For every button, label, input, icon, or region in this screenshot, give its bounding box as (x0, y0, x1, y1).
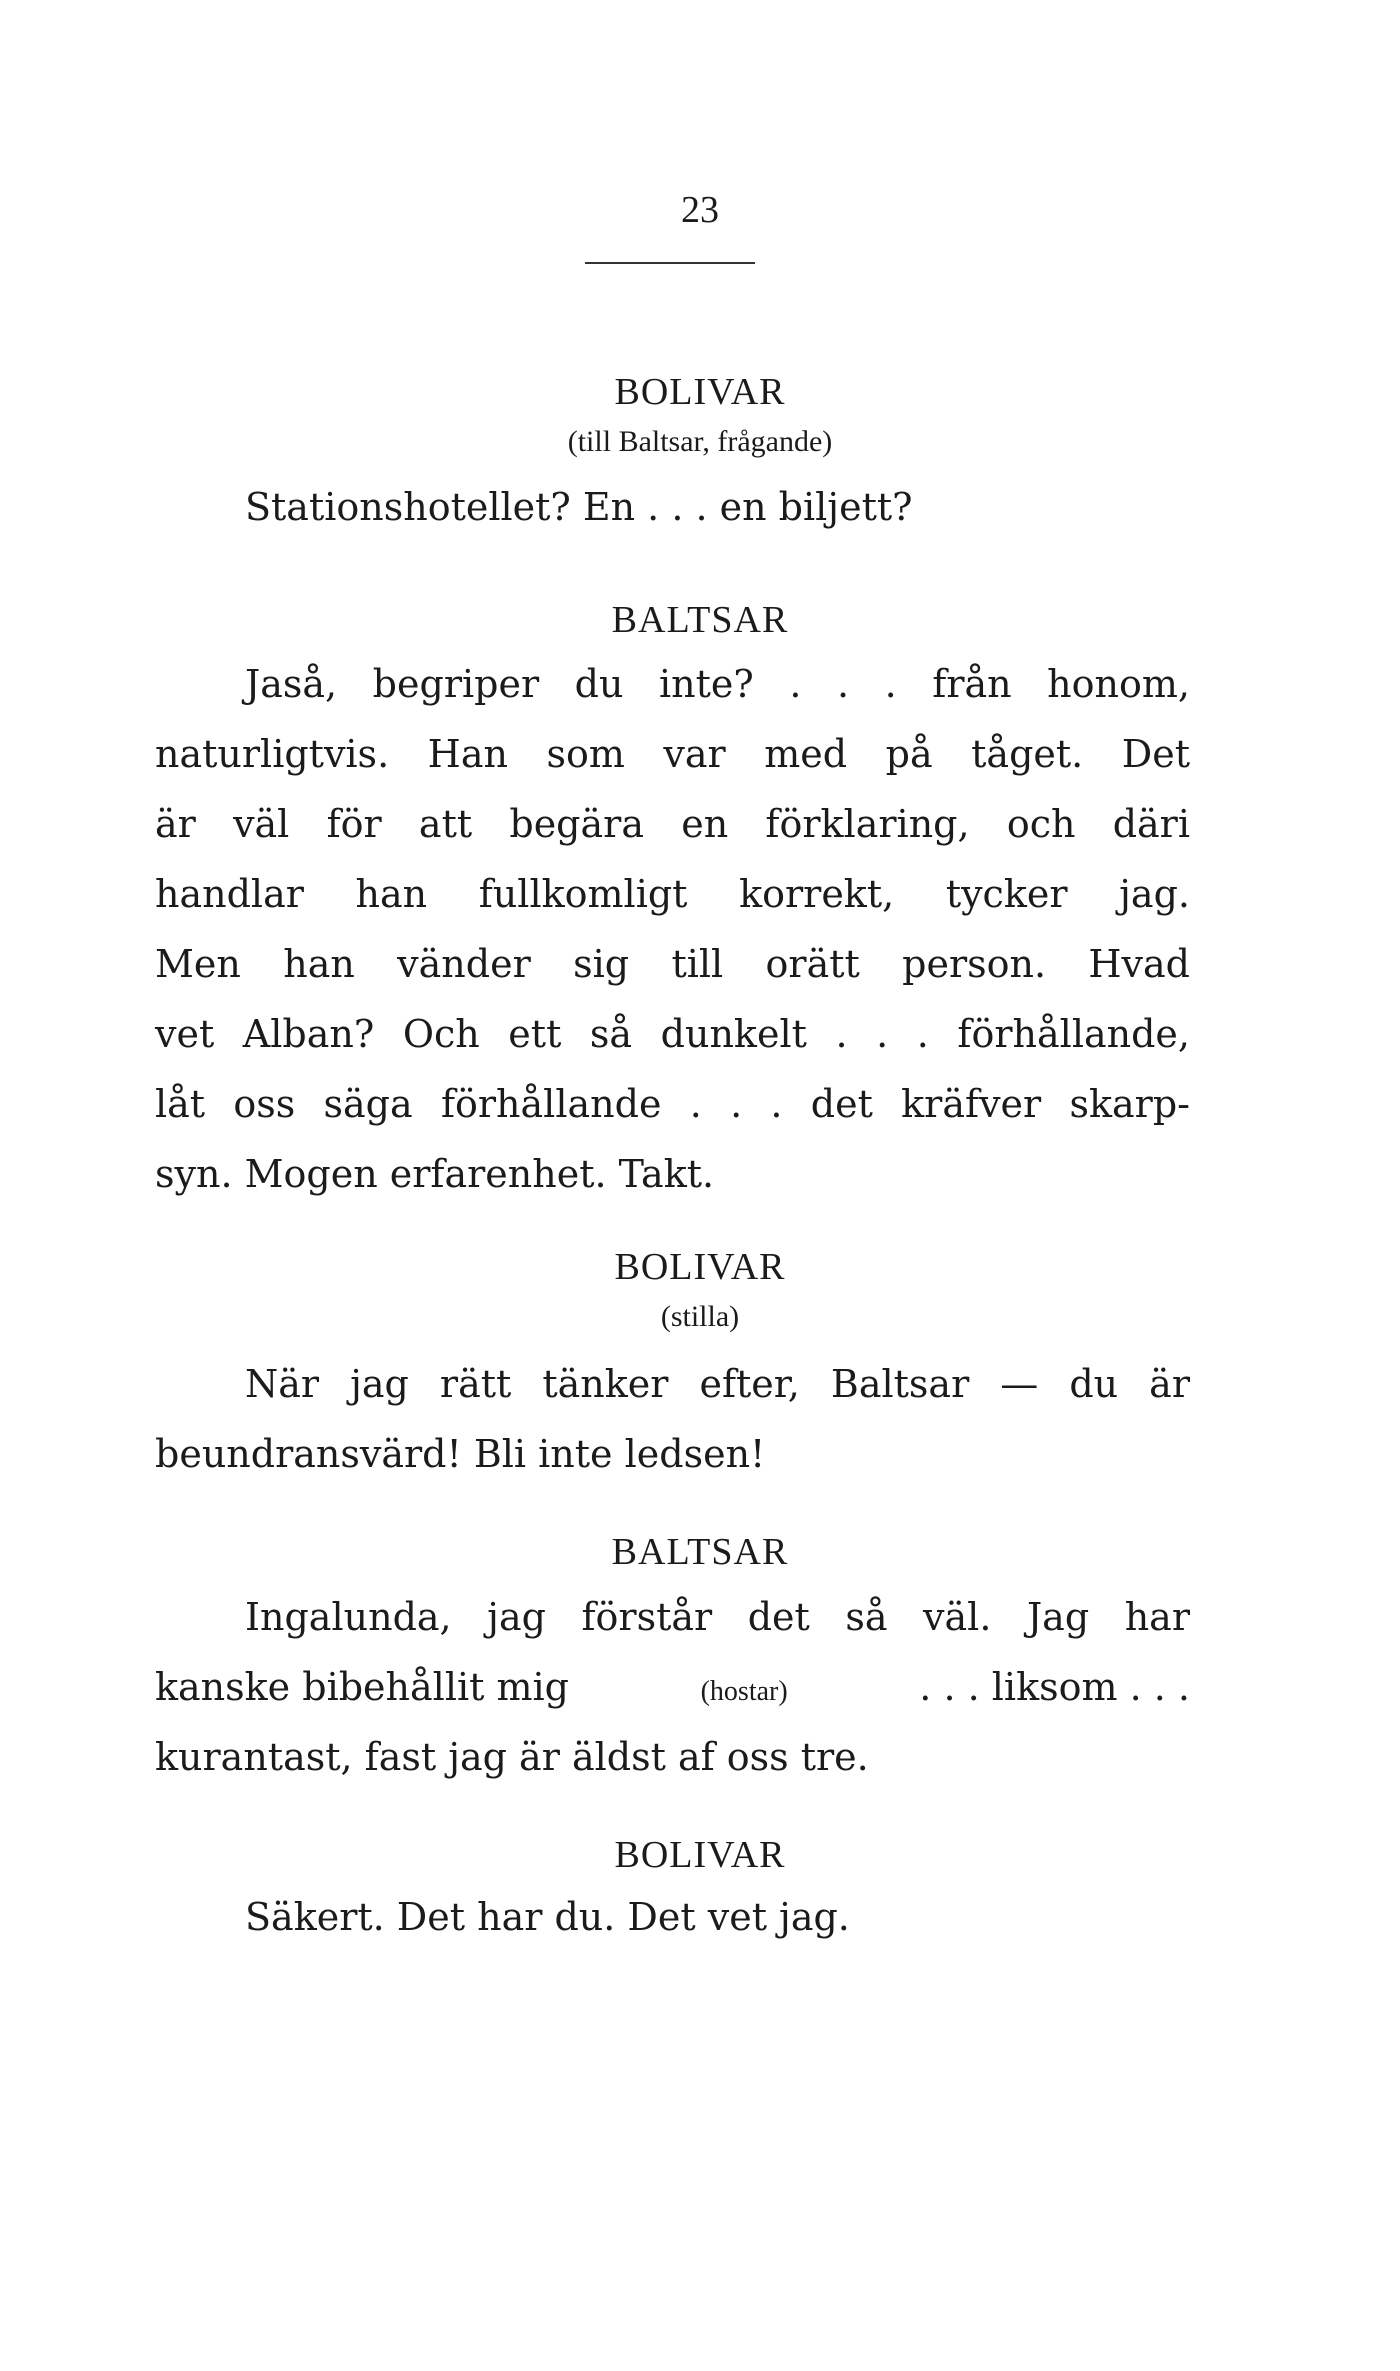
dialogue-line: Säkert. Det har du. Det vet jag. (245, 1895, 850, 1939)
page-number: 23 (681, 189, 719, 231)
dialogue-line: syn. Mogen erfarenhet. Takt. (155, 1152, 715, 1196)
header-rule (585, 262, 755, 264)
dialogue-line: När jag rätt tänker efter, Baltsar — du är (245, 1362, 1190, 1406)
dialogue-fragment: . . . liksom . . . (919, 1665, 1190, 1709)
dialogue-line: Ingalunda, jag förstår det så väl. Jag har (245, 1595, 1190, 1639)
dialogue-line: handlar han fullkomligt korrekt, tycker jag. (155, 872, 1190, 916)
dialogue-line: beundransvärd! Bli inte ledsen! (155, 1432, 766, 1476)
dialogue-line: Stationshotellet? En . . . en biljett? (245, 485, 913, 529)
dialogue-line (155, 1665, 1190, 1709)
dialogue-line: Jaså, begriper du inte? . . . från honom, (245, 662, 1190, 706)
dialogue-fragment: kanske bibehållit mig (155, 1665, 569, 1709)
stage-direction-inline: (hostar) (700, 1676, 788, 1707)
stage-direction: (stilla) (660, 1300, 740, 1333)
dialogue-line: kurantast, fast jag är äldst af oss tre. (155, 1735, 869, 1779)
speaker-name: BALTSAR (611, 1531, 789, 1573)
dialogue-line: naturligtvis. Han som var med på tåget. Det (155, 732, 1190, 776)
dialogue-line: vet Alban? Och ett så dunkelt . . . förhållande, (155, 1012, 1190, 1056)
speaker-name: BOLIVAR (614, 371, 786, 413)
speaker-name: BOLIVAR (614, 1246, 786, 1288)
dialogue-line: Men han vänder sig till orätt person. Hvad (155, 942, 1190, 986)
dialogue-line: låt oss säga förhållande . . . det kräfver skarp- (155, 1082, 1190, 1126)
speaker-name: BOLIVAR (614, 1834, 786, 1876)
dialogue-line: är väl för att begära en förklaring, och däri (155, 802, 1190, 846)
speaker-name: BALTSAR (611, 599, 789, 641)
stage-direction: (till Baltsar, frågande) (567, 425, 833, 458)
